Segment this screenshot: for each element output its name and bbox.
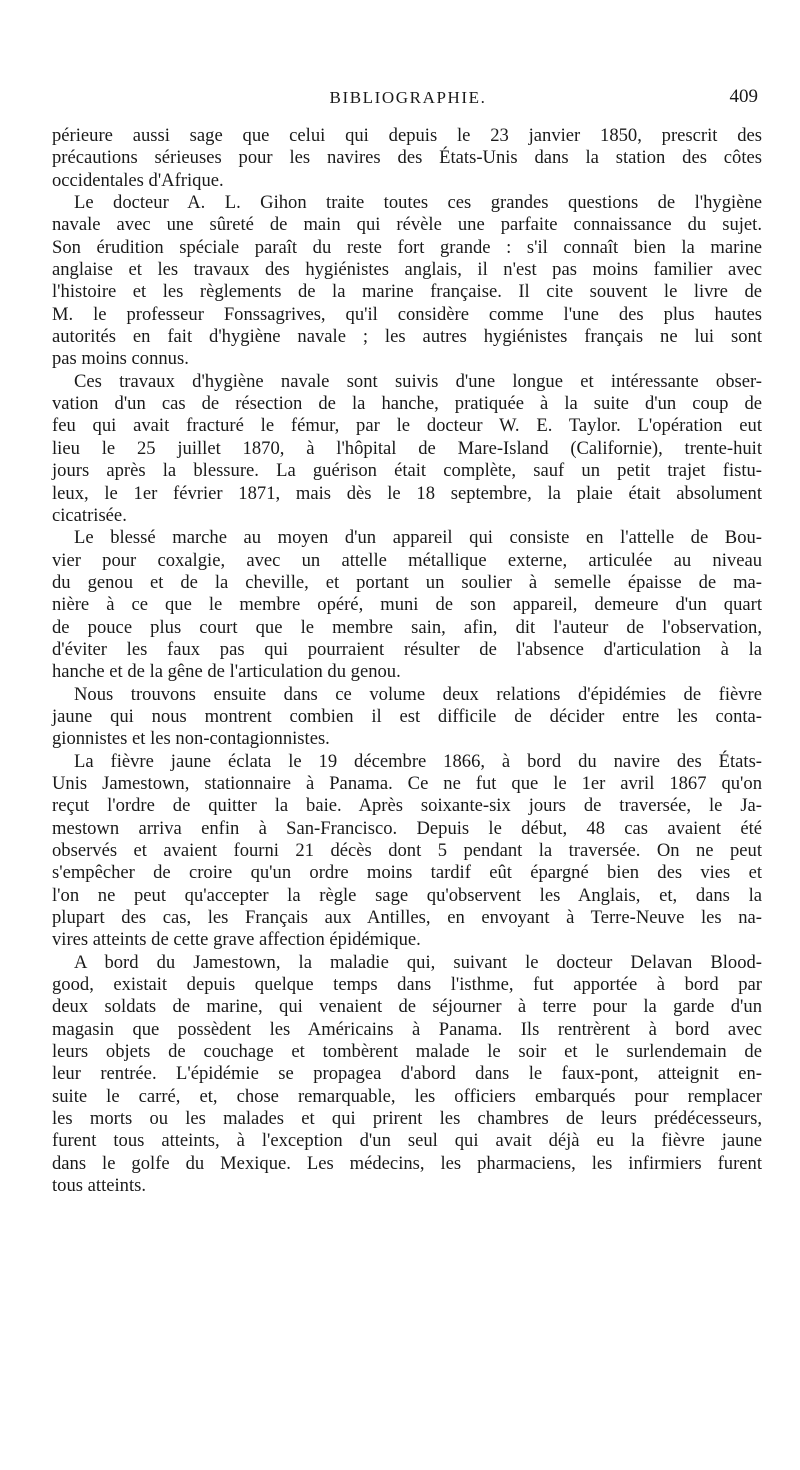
text-line: anglaise et les travaux des hygiénistes anglais, il n'est pas moins familier avec [52, 259, 762, 281]
text-line: cicatrisée. [52, 504, 127, 526]
text-line: précautions sérieuses pour les navires des États-Unis dans la station des côtes [52, 147, 762, 169]
text-line: s'empêcher de croire qu'un ordre moins tardif eût épargné bien des vies et [52, 862, 762, 884]
text-line: leux, le 1er février 1871, mais dès le 18 septembre, la plaie était absolument [52, 482, 762, 504]
text-line: périeure aussi sage que celui qui depuis le 23 janvier 1850, prescrit des [52, 125, 762, 146]
text-line: navale avec une sûreté de main qui révèle une parfaite connaissance du sujet. [52, 214, 762, 236]
text-line: vires atteints de cette grave affection épidémique. [52, 929, 421, 951]
text-line: deux soldats de marine, qui venaient de séjourner à terre pour la garde d'un [52, 996, 762, 1018]
text-line: Le docteur A. L. Gihon traite toutes ces grandes questions de l'hygiène [74, 192, 762, 214]
text-line: les morts ou les malades et qui prirent les chambres de leurs prédécesseurs, [52, 1108, 762, 1130]
text-line: feu qui avait fracturé le fémur, par le docteur W. E. Taylor. L'opération eut [52, 415, 762, 437]
text-line: plupart des cas, les Français aux Antilles, en envoyant à Terre-Neuve les na- [52, 907, 762, 929]
text-line: pas moins connus. [52, 348, 189, 370]
text-line: A bord du Jamestown, la maladie qui, suivant le docteur Delavan Blood- [74, 951, 762, 973]
text-line: tous atteints. [52, 1175, 146, 1197]
text-line: leur rentrée. L'épidémie se propagea d'abord dans le faux-pont, atteignit en- [52, 1063, 762, 1085]
paragraph [52, 527, 762, 683]
text-line: reçut l'ordre de quitter la baie. Après soixante-six jours de traversée, le Ja- [52, 795, 762, 817]
text-line: Unis Jamestown, stationnaire à Panama. Ce ne fut que le 1er avril 1867 qu'on [52, 772, 762, 794]
text-line: occidentales d'Afrique. [52, 169, 224, 191]
text-line: autorités en fait d'hygiène navale ; les autres hygiénistes français ne lui sont [52, 326, 762, 348]
paragraph [52, 125, 762, 192]
paragraph [52, 684, 762, 751]
paragraph [52, 751, 762, 952]
text-line: Ces travaux d'hygiène navale sont suivis d'une longue et intéressante obser- [74, 370, 762, 392]
text-line: gionnistes et les non-contagionnistes. [52, 728, 330, 750]
text-line: l'on ne peut qu'accepter la règle sage qu'observent les Anglais, et, dans la [52, 884, 762, 906]
text-line: du genou et de la cheville, et portant un soulier à semelle épaisse de ma- [52, 571, 762, 593]
paragraph [52, 952, 762, 1198]
text-line: dans le golfe du Mexique. Les médecins, les pharmaciens, les infirmiers furent [52, 1152, 762, 1174]
text-line: hanche et de la gêne de l'articulation du genou. [52, 661, 401, 683]
text-line: nière à ce que le membre opéré, muni de son appareil, demeure d'un quart [52, 594, 762, 616]
text-line: jours après la blessure. La guérison était complète, sauf un petit trajet fistu- [52, 460, 762, 482]
text-line: Nous trouvons ensuite dans ce volume deux relations d'épidémies de fièvre [74, 683, 762, 705]
text-line: M. le professeur Fonssagrives, qu'il considère comme l'une des plus hautes [52, 303, 762, 325]
text-line: Son érudition spéciale paraît du reste fort grande : s'il connaît bien la marine [52, 236, 762, 258]
text-line: vation d'un cas de résection de la hanche, pratiquée à la suite d'un coup de [52, 393, 762, 415]
text-line: magasin que possèdent les Américains à Panama. Ils rentrèrent à bord avec [52, 1018, 762, 1040]
text-line: l'histoire et les règlements de la marine française. Il cite souvent le livre de [52, 281, 762, 303]
text-line: observés et avaient fourni 21 décès dont 5 pendant la traversée. On ne peut [52, 840, 762, 861]
page-number: 409 [729, 86, 758, 107]
text-line: leurs objets de couchage et tombèrent malade le soir et le surlendemain de [52, 1041, 762, 1063]
text-line: vier pour coxalgie, avec un attelle métallique externe, articulée au niveau [52, 549, 762, 571]
running-head [52, 86, 764, 112]
paragraph [52, 371, 762, 527]
text-line: de pouce plus court que le membre sain, afin, dit l'auteur de l'observation, [52, 616, 762, 638]
text-line: Le blessé marche au moyen d'un appareil qui consiste en l'attelle de Bou- [74, 527, 762, 549]
text-line: furent tous atteints, à l'exception d'un seul qui avait déjà eu la fièvre jaune [52, 1130, 762, 1152]
paragraph [52, 192, 762, 371]
article-body [52, 125, 762, 1198]
text-line: mestown arriva enfin à San-Francisco. Depuis le début, 48 cas avaient été [52, 817, 762, 839]
text-line: d'éviter les faux pas qui pourraient résulter de l'absence d'articulation à la [52, 638, 762, 660]
text-line: lieu le 25 juillet 1870, à l'hôpital de Mare-Island (Californie), trente-huit [52, 437, 762, 459]
running-title: BIBLIOGRAPHIE. [329, 88, 487, 107]
text-line: suite le carré, et, chose remarquable, les officiers embarqués pour remplacer [52, 1085, 762, 1107]
text-line: good, existait depuis quelque temps dans l'isthme, fut apportée à bord par [52, 974, 762, 996]
text-line: jaune qui nous montrent combien il est difficile de décider entre les conta- [52, 705, 762, 727]
text-line: La fièvre jaune éclata le 19 décembre 1866, à bord du navire des États- [74, 750, 762, 772]
